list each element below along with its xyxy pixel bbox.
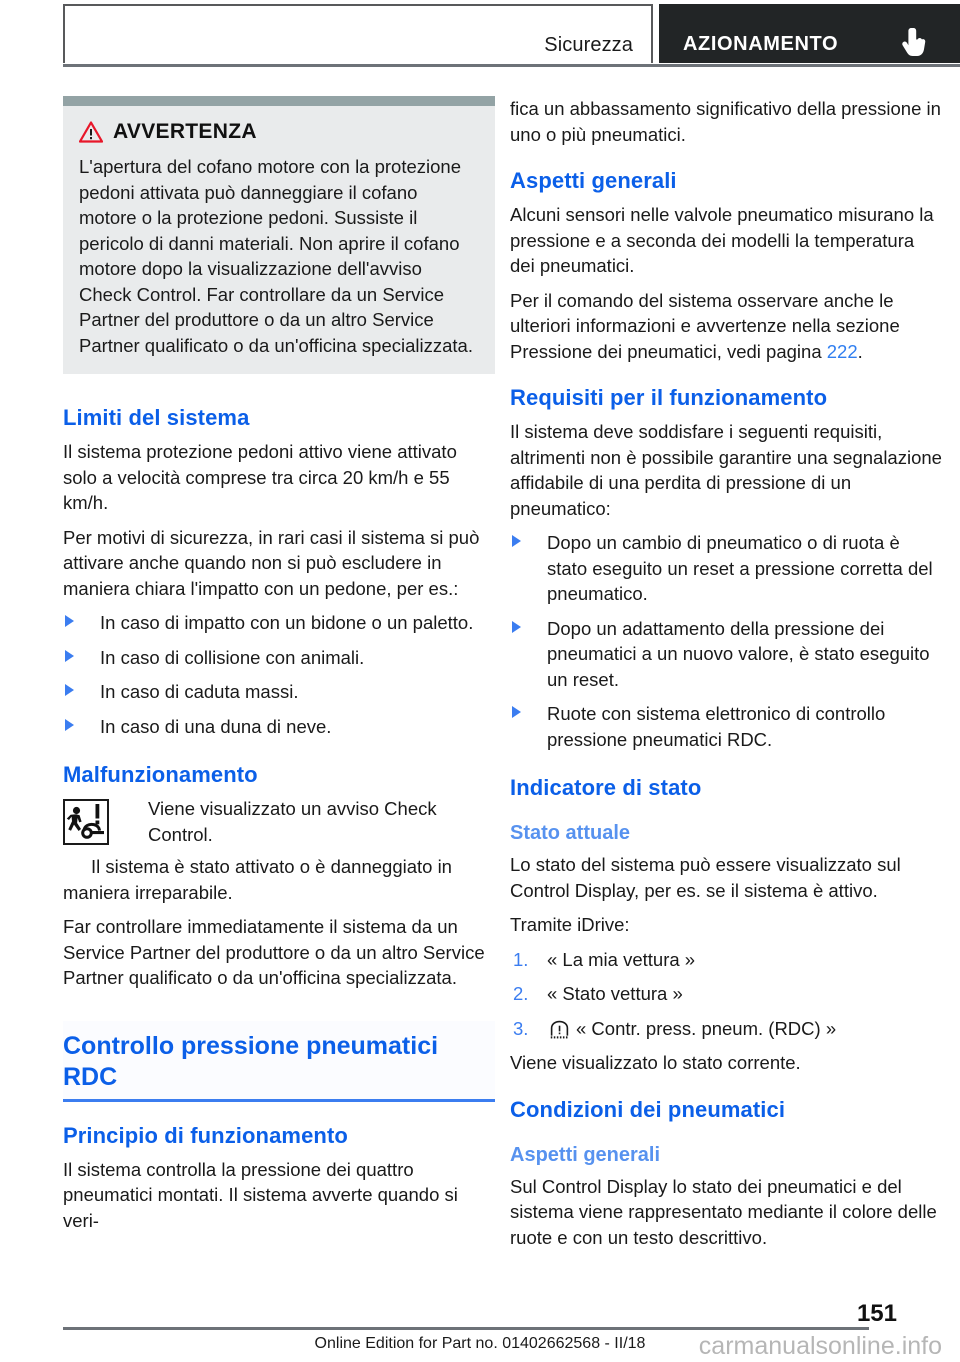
limiti-paragraph-2: Per motivi di sicurezza, in rari casi il sistema si può attivare anche quando non si può escludere in maniera chiara l'impatto con un pedone, per es.: xyxy=(63,526,480,599)
aspetti-para2-before: Per il comando del sistema osservare anche le ulteriori informazioni e avvertenze nella sezione Pressione dei pneumatici, vedi pagina xyxy=(510,289,900,362)
aspetti-para2-after: . xyxy=(857,340,863,362)
aspetti-generali-paragraph-1: Alcuni sensori nelle valvole pneumatico misurano la pressione e a seconda dei modelli la temperatura dei pneumatici. xyxy=(510,204,934,276)
step-number: 2. xyxy=(513,983,529,1004)
heading-requisiti-per-il-funzionamento: Requisiti per il funzionamento xyxy=(510,385,828,410)
list-item-label: Dopo un cambio di pneumatico o di ruota è stato eseguito un reset a pressione corretta del pneumatico. xyxy=(547,532,933,604)
requisiti-paragraph-1: Il sistema deve soddisfare i seguenti requisiti, altrimenti non è possibile garantire una segnalazione affidabile di una perdita di pressione di un pneumatico: xyxy=(510,421,942,519)
principio-paragraph-1: Il sistema controlla la pressione dei quattro pneumatici montati. Il sistema avverte quando si veri- xyxy=(63,1158,458,1231)
footer-divider-rule xyxy=(63,1327,869,1330)
watermark-text: carmanualsonline.info xyxy=(698,1332,942,1360)
malfunction-icon-text: Viene visualizzato un avviso Check Control. xyxy=(148,798,437,845)
list-item xyxy=(510,1016,942,1042)
header-divider-rule xyxy=(63,64,960,67)
page-footer xyxy=(0,1300,960,1362)
indicatore-paragraph-3: Viene visualizzato lo stato corrente. xyxy=(510,1052,801,1073)
list-item-label: In caso di una duna di neve. xyxy=(100,715,332,737)
indicatore-paragraph-1: Lo stato del sistema può essere visualizzato sul Control Display, per es. se il sistema è attivo. xyxy=(510,854,901,901)
step-label: « Stato vettura » xyxy=(547,983,683,1004)
list-item xyxy=(63,714,495,740)
list-item xyxy=(510,616,942,693)
list-item xyxy=(63,679,495,705)
pointing-hand-icon xyxy=(900,27,926,57)
limiti-bullet-list xyxy=(63,610,495,739)
arrow-bullet-icon xyxy=(512,621,521,633)
arrow-bullet-icon xyxy=(65,615,74,627)
limiti-paragraph-1: Il sistema protezione pedoni attivo viene attivato solo a velocità comprese tra circa 20 km/h e 55 km/h. xyxy=(63,441,457,513)
arrow-bullet-icon xyxy=(65,684,74,696)
left-column xyxy=(63,96,495,1242)
step-label: « Contr. press. pneum. (RDC) » xyxy=(576,1017,837,1039)
arrow-bullet-icon xyxy=(65,719,74,731)
aspetti-generali-paragraph-2 xyxy=(510,288,942,365)
condizioni-paragraph-1: Sul Control Display lo stato dei pneumatici e del sistema viene rappresentato mediante il colore delle ruote e con un testo descrittivo. xyxy=(510,1175,937,1248)
page-reference-link[interactable]: 222 xyxy=(826,340,858,362)
tab-sicurezza[interactable] xyxy=(63,4,653,63)
warning-triangle-icon xyxy=(79,121,103,143)
warning-body-text: L'apertura del cofano motore con la protezione pedoni attivata può danneggiare il cofano motore o la protezione pedoni. Sussiste il pericolo di danni materiali. Non aprire il cofano motore dopo la visualizzazione dell'avviso Check Control. Far controllare da un Service Partner del produttore o da un altro Service Partner qualificato o da un'officina specializzata. xyxy=(79,156,473,356)
heading-condizioni-dei-pneumatici: Condizioni dei pneumatici xyxy=(510,1096,786,1122)
subheading-stato-attuale: Stato attuale xyxy=(510,822,631,844)
subheading-aspetti-generali-2: Aspetti generali xyxy=(510,1143,661,1166)
list-item xyxy=(510,701,942,752)
heading-principio-di-funzionamento: Principio di funzionamento xyxy=(63,1122,348,1148)
step-number: 1. xyxy=(513,948,529,970)
heading-malfunzionamento: Malfunzionamento xyxy=(63,762,258,787)
tab-azionamento-label: AZIONAMENTO xyxy=(683,33,839,55)
list-item-label: Ruote con sistema elettronico di controllo pressione pneumatici RDC. xyxy=(547,703,886,750)
tab-azionamento[interactable] xyxy=(659,4,960,63)
page-header xyxy=(0,0,960,72)
arrow-bullet-icon xyxy=(65,650,74,662)
list-item-label: In caso di impatto con un bidone o un paletto. xyxy=(100,612,474,633)
requisiti-bullet-list xyxy=(510,530,942,752)
continuation-paragraph: fica un abbassamento significativo della pressione in uno o più pneumatici. xyxy=(510,98,941,145)
malfunction-icon-paragraph xyxy=(63,796,495,848)
malfunction-paragraph-2: Far controllare immediatamente il sistema da un Service Partner del produttore o da un altro Service Partner qualificato o da un'officina specializzata. xyxy=(63,916,485,988)
malfunction-indented-paragraph: Il sistema è stato attivato o è danneggiato in maniera irreparabile. xyxy=(63,856,452,903)
arrow-bullet-icon xyxy=(512,535,521,547)
idrive-steps-list xyxy=(510,947,942,1042)
list-item xyxy=(510,947,942,973)
indicatore-paragraph-2: Tramite iDrive: xyxy=(510,914,630,935)
step-number: 3. xyxy=(513,1017,529,1039)
right-column xyxy=(510,96,942,1259)
footer-edition-text: Online Edition for Part no. 01402662568 - II/18 xyxy=(314,1335,646,1352)
list-item xyxy=(63,645,495,671)
warning-box xyxy=(63,96,495,374)
tab-sicurezza-label: Sicurezza xyxy=(544,34,633,56)
step-label: « La mia vettura » xyxy=(547,948,696,970)
list-item xyxy=(510,981,942,1007)
page-number: 151 xyxy=(856,1300,897,1327)
chapter-heading-block xyxy=(63,1021,495,1102)
heading-indicatore-di-stato: Indicatore di stato xyxy=(510,775,702,800)
heading-aspetti-generali-1: Aspetti generali xyxy=(510,168,677,193)
warning-title: AVVERTENZA xyxy=(113,120,257,143)
pedestrian-protection-warning-icon xyxy=(63,799,109,845)
chapter-title-controllo-pressione: Controllo pressione pneumatici RDC xyxy=(63,1021,495,1102)
list-item-label: In caso di caduta massi. xyxy=(100,681,299,702)
arrow-bullet-icon xyxy=(512,706,521,718)
list-item-label: Dopo un adattamento della pressione dei pneumatici a un nuovo valore, è stato eseguito un reset. xyxy=(547,617,930,690)
warning-box-top-bar xyxy=(63,96,495,106)
list-item-label: In caso di collisione con animali. xyxy=(100,646,365,668)
tire-pressure-warning-icon xyxy=(547,1020,572,1039)
list-item xyxy=(510,530,942,607)
list-item xyxy=(63,610,495,636)
heading-limiti-del-sistema: Limiti del sistema xyxy=(63,405,250,430)
